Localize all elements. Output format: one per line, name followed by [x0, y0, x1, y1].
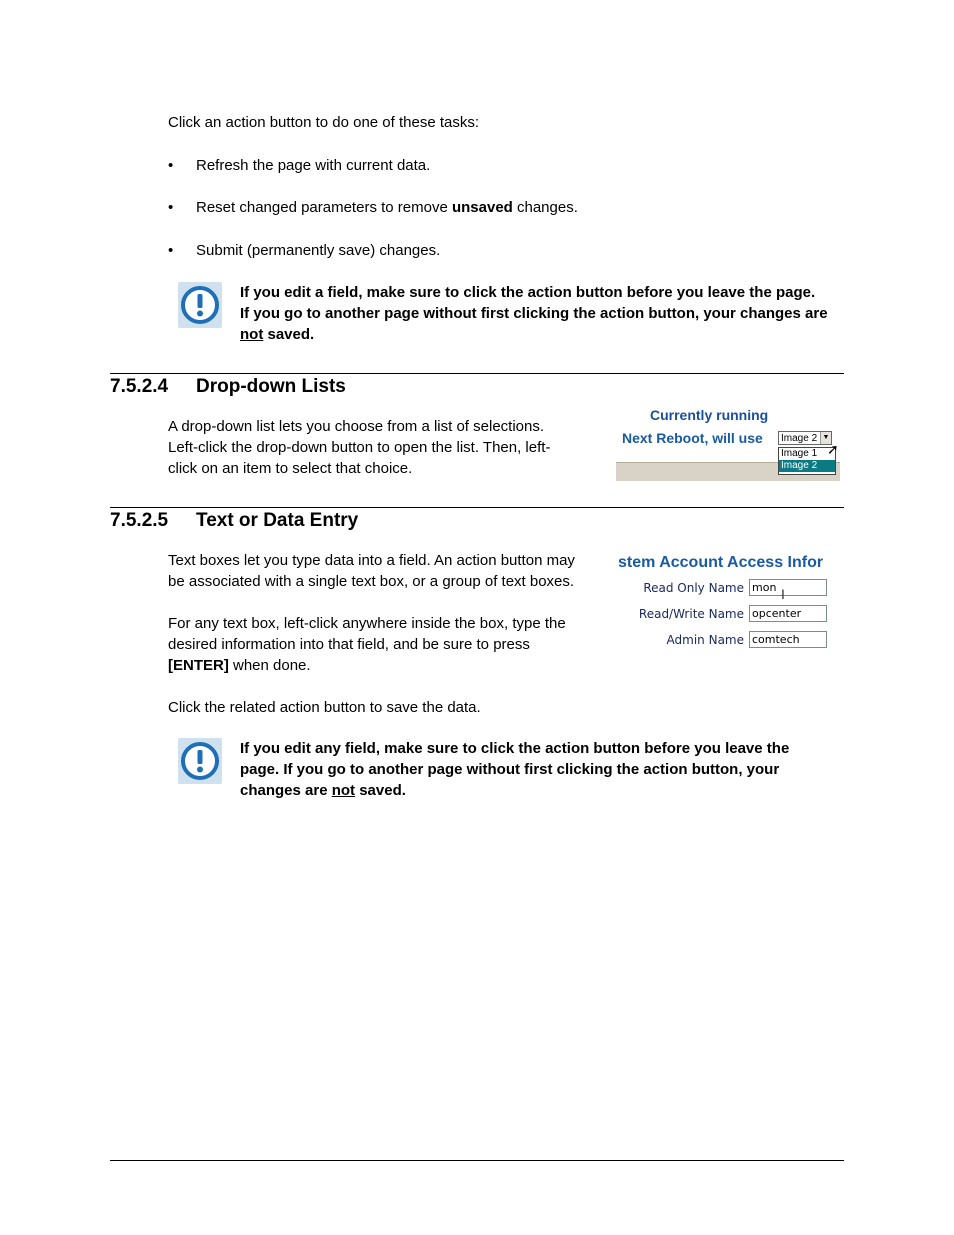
- form-row: [620, 631, 842, 649]
- bullet-text: Reset changed parameters to remove unsaved changes.: [196, 199, 578, 216]
- bullet-text: Submit (permanently save) changes.: [196, 242, 441, 259]
- chevron-down-icon[interactable]: ▼: [820, 432, 831, 444]
- form-row: [620, 605, 842, 623]
- exclamation-icon: [178, 282, 222, 328]
- read-write-name-input[interactable]: opcenter: [749, 605, 827, 622]
- field-label: Next Reboot, will use: [622, 430, 763, 446]
- exclamation-icon: [178, 738, 222, 784]
- note-text: If you edit a field, make sure to click the action button before you leave the page. If you go to another page without first clicking the action button, your changes are not saved.: [240, 284, 828, 343]
- cut-label: Currently running: [650, 407, 769, 423]
- note-text: If you edit any field, make sure to click the action button before you leave the page. If you go to another page without first clicking the action button, your changes are not saved.: [240, 740, 790, 799]
- text-cursor-icon: I: [781, 586, 785, 602]
- field-label: Read Only Name: [643, 581, 744, 595]
- panel-title: stem Account Access Infor: [618, 554, 824, 571]
- bullet-icon: [168, 240, 174, 261]
- field-label: Read/Write Name: [638, 607, 744, 621]
- footer-divider: [110, 1160, 844, 1161]
- section-body: Click the related action button to save the data.: [168, 699, 481, 716]
- read-only-name-input[interactable]: mon: [749, 579, 827, 596]
- section-divider: [110, 373, 844, 374]
- form-row: [620, 579, 842, 597]
- dropdown-screenshot: [616, 407, 840, 480]
- bullet-icon: [168, 197, 174, 218]
- text-entry-screenshot: [620, 552, 842, 656]
- section-heading: 7.5.2.5 Text or Data Entry: [110, 510, 359, 531]
- admin-name-input[interactable]: comtech: [749, 631, 827, 648]
- section-body: For any text box, left-click anywhere inside the box, type the desired information into that field, and be sure to press [ENTER] when done.: [168, 615, 566, 674]
- dropdown-option[interactable]: Image 1: [781, 448, 818, 459]
- dropdown-option[interactable]: Image 2: [779, 460, 835, 472]
- field-label: Admin Name: [666, 633, 744, 647]
- section-heading: 7.5.2.4 Drop-down Lists: [110, 376, 346, 397]
- bullet-text: Refresh the page with current data.: [196, 157, 431, 174]
- section-body: Text boxes let you type data into a field. An action button may be associated with a single text box, or a group of text boxes.: [168, 552, 575, 590]
- section-body: A drop-down list lets you choose from a list of selections. Left-click the drop-down button to open the list. Then, left- click on an item to select that choice.: [168, 418, 551, 477]
- bullet-icon: [168, 155, 174, 176]
- mouse-pointer-icon: ➚: [827, 441, 839, 457]
- intro-lead: Click an action button to do one of these tasks:: [168, 114, 480, 131]
- image-select[interactable]: Image 2 ▼: [778, 431, 832, 445]
- section-divider: [110, 507, 844, 508]
